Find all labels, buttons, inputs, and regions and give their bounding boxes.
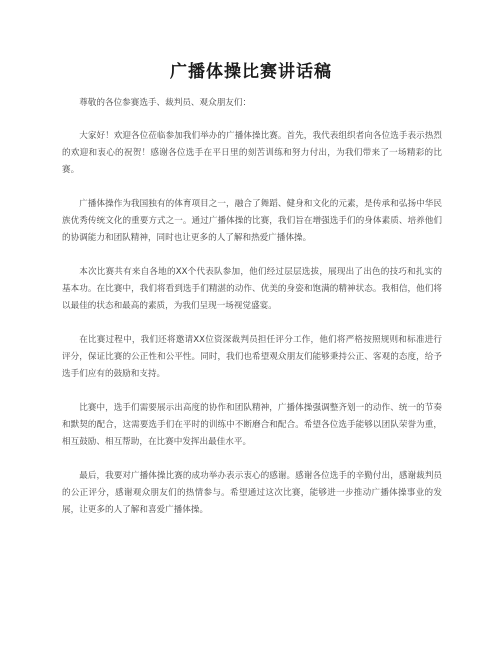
paragraph-participants: 本次比赛共有来自各地的XX个代表队参加，他们经过层层选拔，展现出了出色的技巧和扎实的基本功。在比赛中，我们将看到选手们精湛的动作、优美的身姿和饱满的精神状态。我相信，他们将以最佳的状态和最高的素质，为我们呈现一场视觉盛宴。 [62, 267, 442, 311]
paragraph-judges: 在比赛过程中，我们还将邀请XX位资深裁判员担任评分工作，他们将严格按照规则和标准进行评分，保证比赛的公正性和公平性。同时，我们也希望观众朋友们能够秉持公正、客观的态度，给予选手们应有的鼓励和支持。 [62, 335, 442, 379]
salutation: 尊敬的各位参赛选手、裁判员、观众朋友们： [79, 98, 252, 108]
document-title: 广播体操比赛讲话稿 [170, 62, 332, 82]
paragraph-significance: 广播体操作为我国独有的体育项目之一，融合了舞蹈、健身和文化的元素，是传承和弘扬中华民族优秀传统文化的重要方式之一。通过广播体操的比赛，我们旨在增强选手们的身体素质、培养他们的协调能力和团队精神，同时也让更多的人了解和热爱广播体操。 [62, 199, 442, 243]
paragraph-teamwork: 比赛中，选手们需要展示出高度的协作和团队精神，广播体操强调整齐划一的动作、统一的节奏和默契的配合，这需要选手们在平时的训练中不断磨合和配合。希望各位选手能够以团队荣誉为重，相互鼓励、相互帮助，在比赛中发挥出最佳水平。 [62, 403, 442, 447]
paragraph-welcome: 大家好！欢迎各位莅临参加我们举办的广播体操比赛。首先，我代表组织者向各位选手表示热烈的欢迎和衷心的祝贺！感谢各位选手在平日里的刻苦训练和努力付出，为我们带来了一场精彩的比赛。 [62, 131, 442, 175]
paragraph-closing: 最后，我要对广播体操比赛的成功举办表示衷心的感谢。感谢各位选手的辛勤付出，感谢裁判员的公正评分，感谢观众朋友们的热情参与。希望通过这次比赛，能够进一步推动广播体操事业的发展，让更多的人了解和喜爱广播体操。 [62, 471, 442, 515]
document-body [62, 95, 442, 536]
